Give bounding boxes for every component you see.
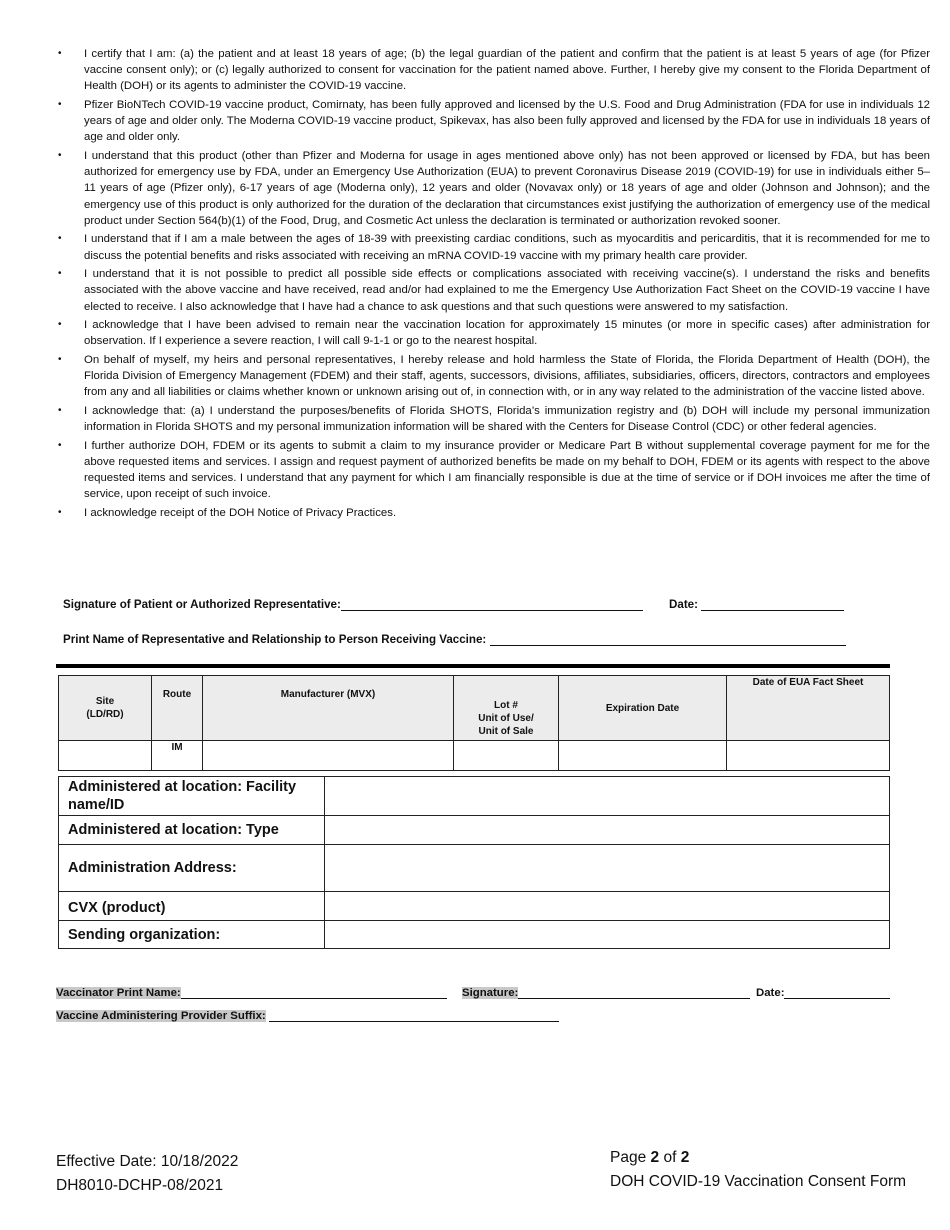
vaccine-table bbox=[58, 675, 890, 771]
vaccinator-name-row bbox=[56, 986, 447, 999]
vaccinator-signature-field[interactable] bbox=[518, 986, 750, 999]
table-row bbox=[59, 921, 890, 949]
form-title: DOH COVID-19 Vaccination Consent Form bbox=[610, 1173, 907, 1190]
address-value[interactable] bbox=[325, 845, 890, 892]
consent-statements bbox=[56, 46, 930, 524]
section-divider bbox=[56, 664, 890, 668]
consent-statement: • On behalf of myself, my heirs and personal representatives, I hereby release and hold harmless the State of Florida, the Florida Department of Health (DOH), the Florida Division of Emergency Management (FDEM) and their staff, agents, successors, divisions, affiliates, subsidiaries, officers, directors, contractors and employees from any and all liabilities or claims whether known or unknown arising out of, in connection with, or in any way related to the administration of the vaccine listed above. bbox=[56, 352, 930, 401]
consent-statement: • I acknowledge that: (a) I understand the purposes/benefits of Florida SHOTS, Florida’s immunization registry and (b) DOH will include my personal immunization information in Florida SHOTS and my personal immunization information will be shared with the Centers for Disease Control (CDC) or other federal agencies. bbox=[56, 403, 930, 435]
provider-suffix-label: Vaccine Administering Provider Suffix: bbox=[56, 1010, 266, 1022]
lot-cell[interactable] bbox=[454, 741, 559, 771]
route-cell: IM bbox=[152, 741, 203, 771]
vaccinator-date-label: Date: bbox=[756, 987, 785, 999]
cvx-label: CVX (product) bbox=[59, 892, 325, 921]
facility-label: Administered at location: Facility name/ID bbox=[59, 777, 325, 816]
header-expiration: Expiration Date bbox=[559, 676, 727, 741]
patient-signature-field[interactable] bbox=[341, 598, 643, 611]
provider-suffix-row bbox=[56, 1009, 559, 1022]
sending-org-value[interactable] bbox=[325, 921, 890, 949]
print-name-row bbox=[63, 633, 846, 646]
vaccinator-name-label: Vaccinator Print Name: bbox=[56, 987, 181, 999]
header-site: Site (LD/RD) bbox=[59, 676, 152, 741]
footer-left bbox=[56, 1150, 238, 1198]
header-eua-date: Date of EUA Fact Sheet bbox=[727, 676, 890, 741]
table-row bbox=[59, 892, 890, 921]
signature-date-row bbox=[669, 598, 844, 611]
effective-date: Effective Date: 10/18/2022 bbox=[56, 1153, 239, 1170]
manufacturer-cell[interactable] bbox=[203, 741, 454, 771]
footer-right bbox=[610, 1146, 906, 1194]
signature-date-field[interactable] bbox=[701, 598, 844, 611]
patient-signature-row bbox=[63, 598, 643, 611]
print-name-field[interactable] bbox=[490, 633, 846, 646]
consent-statement: • I understand that it is not possible to predict all possible side effects or complications associated with receiving vaccine(s). I understand the risks and benefits associated with the above vaccine and have received, read and/or had explained to me the Emergency Use Authorization Fact Sheet on the COVID-19 vaccine I have elected to receive. I also acknowledge that I have had a chance to ask questions and that such questions were answered to my satisfaction. bbox=[56, 266, 930, 315]
location-type-value[interactable] bbox=[325, 816, 890, 845]
address-label: Administration Address: bbox=[59, 845, 325, 892]
consent-statement: • I acknowledge that I have been advised to remain near the vaccination location for approximately 15 minutes (or more in specific cases) after administration for observation. If I experience a severe reaction, I will call 9-1-1 or go to the nearest hospital. bbox=[56, 317, 930, 349]
vaccinator-signature-label: Signature: bbox=[462, 987, 519, 999]
form-code: DH8010-DCHP-08/2021 bbox=[56, 1177, 224, 1194]
header-manufacturer: Manufacturer (MVX) bbox=[203, 676, 454, 741]
table-row bbox=[59, 741, 890, 771]
consent-statement: • Pfizer BioNTech COVID-19 vaccine product, Comirnaty, has been fully approved and licensed by the U.S. Food and Drug Administration (FDA for use in individuals 12 years of age and older only. The Moderna COVID-19 vaccine product, Spikevax, has also been fully approved and licensed by the FDA for use in individuals 18 years of age and older only. bbox=[56, 97, 930, 146]
eua-date-cell[interactable] bbox=[727, 741, 890, 771]
vaccine-table-header bbox=[59, 676, 890, 741]
expiration-cell[interactable] bbox=[559, 741, 727, 771]
sending-org-label: Sending organization: bbox=[59, 921, 325, 949]
table-row bbox=[59, 845, 890, 892]
consent-statement: • I certify that I am: (a) the patient and at least 18 years of age; (b) the legal guardian of the patient and confirm that the patient is at least 5 years of age (for Pfizer vaccine consent only); or (c) legally authorized to consent for vaccination for the patient named above. Further, I hereby give my consent to the Florida Department of Health (DOH) or its agents to administer the COVID-19 vaccine. bbox=[56, 46, 930, 95]
consent-statement: • I understand that this product (other than Pfizer and Moderna for usage in ages mentioned above only) has not been approved or licensed by FDA, but has been authorized for emergency use by FDA, under an Emergency Use Authorization (EUA) to prevent Coronavirus Disease 2019 (COVID-19) for use in individuals either 5–11 years of age (Pfizer only), 6-17 years of age (Moderna only), 12 years and older (Novavax only) or 18 years of age and older (Johnson and Johnson); and the emergency use of this product is only authorized for the duration of the declaration that circumstances exist justifying the authorization of emergency use of the medical product under Section 564(b)(1) of the Food, Drug, and Cosmetic Act unless the declaration is terminated or authorization revoked sooner. bbox=[56, 148, 930, 229]
vaccinator-name-field[interactable] bbox=[181, 986, 447, 999]
vaccinator-signature-row bbox=[462, 986, 750, 999]
table-row bbox=[59, 777, 890, 816]
cvx-value[interactable] bbox=[325, 892, 890, 921]
consent-statement: • I acknowledge receipt of the DOH Notice of Privacy Practices. bbox=[56, 505, 930, 521]
consent-statement: • I understand that if I am a male between the ages of 18-39 with preexisting cardiac conditions, such as myocarditis and pericarditis, that it is recommended for me to discuss the potential benefits and risks associated with receiving an mRNA COVID-19 vaccine with my primary health care provider. bbox=[56, 231, 930, 263]
provider-suffix-field[interactable] bbox=[269, 1009, 559, 1022]
header-route: Route bbox=[152, 676, 203, 741]
site-cell[interactable] bbox=[59, 741, 152, 771]
location-type-label: Administered at location: Type bbox=[59, 816, 325, 845]
patient-signature-label: Signature of Patient or Authorized Representative: bbox=[63, 598, 341, 611]
consent-statement: • I further authorize DOH, FDEM or its agents to submit a claim to my insurance provider or Medicare Part B without supplemental coverage payment for me for the above requested items and services. I assign and request payment of authorized benefits be made on my behalf to DOH, FDEM or its agents with respect to the above requested items and services. I understand that any payment for which I am financially responsible is due at the time of service or if DOH invoices me after the time of service, upon receipt of such invoice. bbox=[56, 438, 930, 503]
vaccinator-date-field[interactable] bbox=[784, 986, 890, 999]
print-name-label: Print Name of Representative and Relationship to Person Receiving Vaccine: bbox=[63, 633, 487, 646]
table-row bbox=[59, 816, 890, 845]
location-table bbox=[58, 776, 890, 949]
signature-date-label: Date: bbox=[669, 598, 698, 611]
facility-value[interactable] bbox=[325, 777, 890, 816]
header-lot: Lot # Unit of Use/ Unit of Sale bbox=[454, 676, 559, 741]
vaccinator-date-row bbox=[756, 986, 890, 999]
page-number: Page 2 of 2 bbox=[610, 1149, 690, 1166]
